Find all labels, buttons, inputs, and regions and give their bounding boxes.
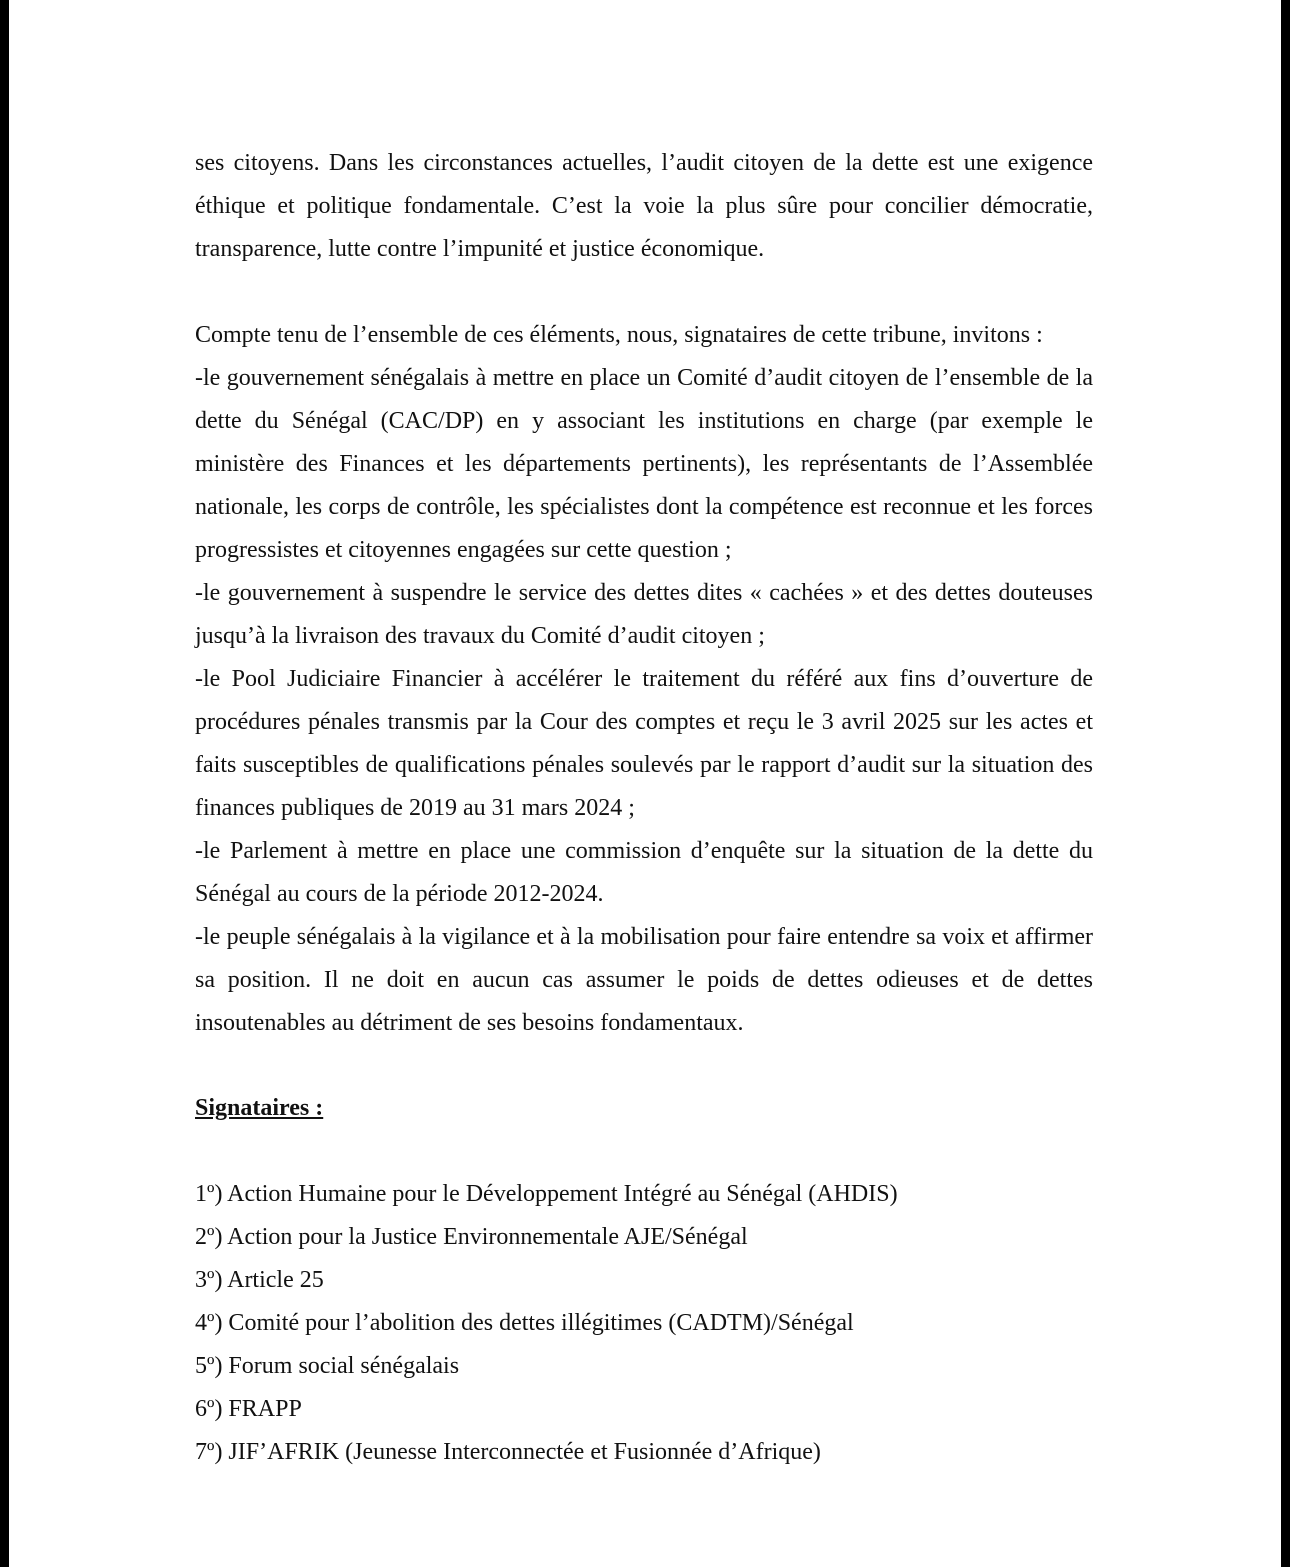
demands-block — [195, 314, 1093, 1045]
signatory-item: 5º) Forum social sénégalais — [195, 1353, 460, 1379]
signatories-list — [195, 1173, 1093, 1474]
demand-item: -le Parlement à mettre en place une commission d’enquête sur la situation de la dette du Sénégal au cours de la période 2012-2024. — [195, 838, 1093, 907]
signatory-item: 6º) FRAPP — [195, 1396, 302, 1422]
opening-paragraph-block — [195, 142, 1093, 271]
signatory-item: 3º) Article 25 — [195, 1267, 324, 1293]
document-body — [195, 142, 1093, 1474]
signatory-item: 4º) Comité pour l’abolition des dettes illégitimes (CADTM)/Sénégal — [195, 1310, 854, 1336]
signatory-item: 1º) Action Humaine pour le Développement Intégré au Sénégal (AHDIS) — [195, 1181, 898, 1207]
demand-item: -le gouvernement à suspendre le service des dettes dites « cachées » et des dettes douteuses jusqu’à la livraison des travaux du Comité d’audit citoyen ; — [195, 580, 1093, 649]
signatory-item: 7º) JIF’AFRIK (Jeunesse Interconnectée et Fusionnée d’Afrique) — [195, 1439, 821, 1465]
document-page — [9, 0, 1281, 1567]
demand-item: -le Pool Judiciaire Financier à accélérer le traitement du référé aux fins d’ouverture de procédures pénales transmis par la Cour des comptes et reçu le 3 avril 2025 sur les actes et faits susceptibles de qualifications pénales soulevés par le rapport d’audit sur la situation des finances publiques de 2019 au 31 mars 2024 ; — [195, 666, 1093, 821]
signatory-item: 2º) Action pour la Justice Environnementale AJE/Sénégal — [195, 1224, 748, 1250]
demand-item: -le gouvernement sénégalais à mettre en place un Comité d’audit citoyen de l’ensemble de la dette du Sénégal (CAC/DP) en y associant les institutions en charge (par exemple le ministère des Finances et les départements pertinents), les représentants de l’Assemblée nationale, les corps de contrôle, les spécialistes dont la compétence est reconnue et les forces progressistes et citoyennes engagées sur cette question ; — [195, 365, 1093, 563]
intro-paragraph: Compte tenu de l’ensemble de ces éléments, nous, signataires de cette tribune, invitons : — [195, 322, 1043, 348]
signatories-heading: Signataires : — [195, 1095, 324, 1121]
demand-item: -le peuple sénégalais à la vigilance et à la mobilisation pour faire entendre sa voix et affirmer sa position. Il ne doit en aucun cas assumer le poids de dettes odieuses et de dettes insoutenables au détriment de ses besoins fondamentaux. — [195, 924, 1093, 1036]
opening-paragraph: ses citoyens. Dans les circonstances actuelles, l’audit citoyen de la dette est une exigence éthique et politique fondamentale. C’est la voie la plus sûre pour concilier démocratie, transparence, lutte contre l’impunité et justice économique. — [195, 150, 1093, 262]
